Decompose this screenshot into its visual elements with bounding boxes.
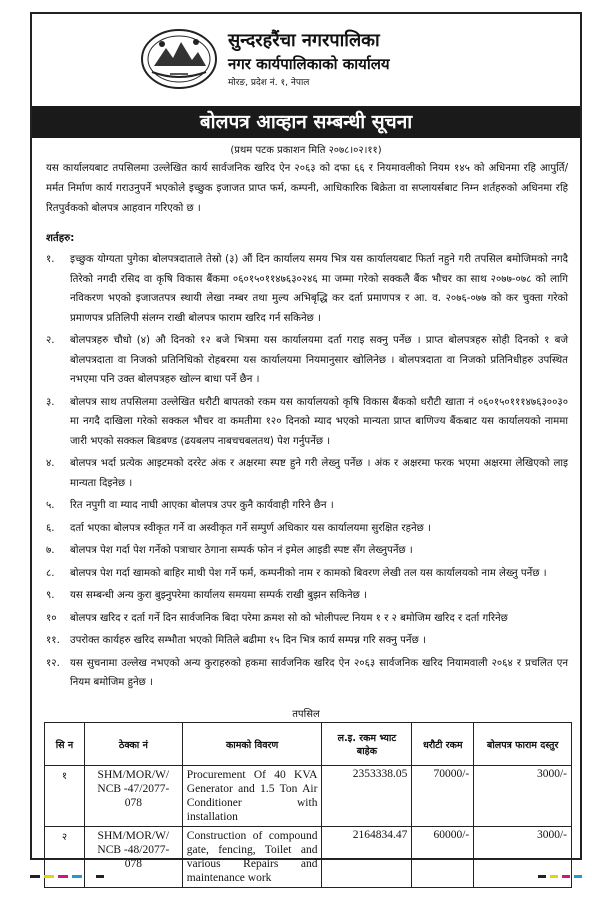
condition-text: बोलपत्र पेश गर्दा खामको बाहिर माथी पेश गर्ने फर्म, कम्पनीको नाम र कामको बिवरण लेखी तल यस कार्यालयको नाम लेख्नु पर्नेछ । bbox=[70, 567, 547, 579]
print-color-mark bbox=[550, 875, 558, 878]
municipality-name: सुन्दरहरैंचा नगरपालिका bbox=[228, 30, 380, 51]
publication-date: (प्रथम पटक प्रकाशन मिति २०७८।०२।११) bbox=[230, 145, 382, 156]
condition-text: बोलपत्र खरिद र दर्ता गर्ने दिन सार्वजनिक बिदा परेमा क्रमश सो को भोलीपल्ट नियम १ र २ बमोजिम खरिद र दर्ता गरिनेछ bbox=[70, 612, 508, 624]
conditions-heading: शर्तहरु: bbox=[46, 233, 75, 244]
condition-number: ९. bbox=[46, 590, 55, 601]
condition-number: १. bbox=[46, 254, 55, 265]
condition-text: बोलपत्रहरु चौधो (४) औ दिनको १२ बजे भित्रमा यस कार्यालयमा दर्ता गराइ सक्नु पर्नेछ । प्राप्त बोलपत्रहरु सोही दिनको १ बजे बोलपत्रदाता वा निजको प्रतिनिधिको रोहबरमा यस कार्यालयमा नियमानुसार खोलिनेछ । बोलपत्रदाता वा निजको प्रतिनिधीहरु उपस्थित नभएमा पनि उक्त बोलपत्रहरु खोल्न बाधा पर्ने छैन । bbox=[70, 335, 568, 385]
estimated-amount: 2353338.05 bbox=[322, 766, 412, 827]
print-color-mark bbox=[72, 875, 82, 878]
condition-item bbox=[46, 496, 568, 516]
notice-title: बोलपत्र आव्हान सम्बन्धी सूचना bbox=[32, 106, 580, 138]
condition-item bbox=[46, 250, 568, 328]
table-row bbox=[45, 766, 572, 827]
condition-number: १० bbox=[46, 612, 57, 624]
column-header: धरौटी रकम bbox=[412, 723, 474, 766]
print-color-mark bbox=[538, 875, 546, 878]
column-header: ठेक्का नं bbox=[84, 723, 182, 766]
serial-number: १ bbox=[45, 766, 85, 827]
condition-item bbox=[46, 609, 568, 629]
schedule-title: तपसिल bbox=[292, 709, 320, 720]
serial-number: २ bbox=[45, 827, 85, 888]
column-header: ल.इ. रकम भ्याट बाहेक bbox=[322, 723, 412, 766]
schedule-table bbox=[44, 722, 572, 888]
print-color-mark bbox=[562, 875, 570, 878]
condition-number: ३. bbox=[46, 396, 55, 408]
work-description: Construction of compound gate, fencing, Toilet and various Repairs and maintenance work bbox=[182, 827, 322, 888]
print-color-mark bbox=[58, 875, 68, 878]
office-address: मोरङ, प्रदेश नं. १, नेपाल bbox=[228, 78, 310, 88]
column-header: सि न bbox=[45, 723, 85, 766]
estimated-amount: 2164834.47 bbox=[322, 827, 412, 888]
condition-text: बोलपत्र साथ तपसिलमा उल्लेखित धरौटी बापतको रकम यस कार्यालयको कृषि विकास बैंकको धरौटी खाता नं ०६०१५०१११४७६३००३० मा नगदै दाखिला गरेको सक्कल भौचर वा कमतीमा १२० दिनको म्याद भएको मान्यता प्राप्त बाणिज्य बैंकबाट यस कार्यालयको नाममा जारी भएको सक्कल बिडबण्ड (ढयबलप नाबचचबलतथ) पेश गर्नुपर्नेछ । bbox=[70, 396, 568, 447]
condition-text: यस सम्बन्धी अन्य कुरा बुझ्नुपरेमा कार्यालय समयमा सम्पर्क राखी बुझन सकिनेछ । bbox=[70, 590, 367, 601]
condition-item bbox=[46, 519, 568, 539]
condition-text: दर्ता भएका बोलपत्र स्वीकृत गर्ने वा अस्वीकृत गर्ने सम्पुर्ण अधिकार यस कार्यालयमा सुरक्षित रहनेछ । bbox=[70, 522, 431, 534]
notice-frame bbox=[30, 12, 582, 884]
condition-number: ७. bbox=[46, 545, 55, 556]
condition-item bbox=[46, 454, 568, 493]
condition-item bbox=[46, 586, 568, 606]
condition-item bbox=[46, 654, 568, 693]
print-color-mark bbox=[96, 875, 104, 878]
column-header: कामको विवरण bbox=[182, 723, 322, 766]
print-color-mark bbox=[44, 875, 54, 878]
condition-number: ८. bbox=[46, 567, 55, 579]
print-color-mark bbox=[574, 875, 582, 878]
condition-text: यस सुचनामा उल्लेख नभएको अन्य कुराहरुको हकमा सार्वजनिक खरिद ऐन २०६३ सार्वजनिक खरिद नियामवाली २०६४ र प्रचलित एन नियम बमोजिम हुनेछ । bbox=[70, 657, 568, 688]
form-fee: 3000/- bbox=[474, 827, 572, 888]
contract-number: SHM/MOR/W/ NCB -47/2077-078 bbox=[84, 766, 182, 827]
conditions-list bbox=[46, 250, 568, 696]
office-name: नगर कार्यपालिकाको कार्यालय bbox=[228, 55, 390, 73]
condition-number: ६. bbox=[46, 522, 55, 534]
column-header: बोलपत्र फाराम दस्तुर bbox=[474, 723, 572, 766]
condition-item bbox=[46, 631, 568, 651]
deposit-amount: 70000/- bbox=[412, 766, 474, 827]
municipality-emblem-icon bbox=[140, 28, 218, 90]
condition-number: १२. bbox=[46, 657, 60, 669]
condition-item bbox=[46, 541, 568, 561]
print-color-mark bbox=[30, 875, 40, 878]
form-fee: 3000/- bbox=[474, 766, 572, 827]
condition-item bbox=[46, 564, 568, 584]
condition-item bbox=[46, 331, 568, 390]
condition-item bbox=[46, 393, 568, 452]
condition-number: ५. bbox=[46, 500, 55, 511]
condition-text: इच्छुक योग्यता पुगेका बोलपत्रदाताले तेस्रो (३) औं दिन कार्यालय समय भित्र यस कार्यालयबाट फिर्ता नहुने गरी तपसिल बमोजिमको नगदै तिरेको नगदी रसिद वा कृषि विकास बैंकमा ०६०१५०११४७६३०२४६ मा जम्मा गरेको सक्कलै बैंक भौचर का साथ २०७७-०७८ को लागि नविकरण भएको इजाजतपत्र स्थायी लेखा नम्बर तथा मुल्य अभिबृद्धि कर दर्ता प्रमाणपत्र र आ. व. २०७६-०७७ को कर चुक्ता गरेको प्रमाणपत्र प्रतिलिपी संलग्न राखी बोलपत्र फाराम खरिद गर्न सकिनेछ । bbox=[70, 254, 568, 324]
condition-text: उपरोक्त कार्यहरु खरिद सम्भौता भएको मितिले बढीमा १५ दिन भित्र कार्य सम्पन्न गरि सक्नु पर्नेछ । bbox=[70, 635, 426, 646]
work-description: Procurement Of 40 KVA Generator and 1.5 Ton Air Conditioner with installation bbox=[182, 766, 322, 827]
condition-text: बोलपत्र पेश गर्दा पेश गर्नेको पत्राचार ठेगाना सम्पर्क फोन नं इमेल आइडी स्पष्ट सँग लेख्नुपर्नेछ । bbox=[70, 545, 413, 556]
condition-text: बोलपत्र भर्दा प्रत्येक आइटमको दररेट अंक र अक्षरमा स्पष्ट हुने गरी लेख्नु पर्नेछ । अंक र अक्षरमा फरक भएमा अक्षरमा लेखिएको लाइ मान्यता दिइनेछ । bbox=[70, 458, 568, 489]
condition-number: ११. bbox=[46, 635, 60, 646]
deposit-amount: 60000/- bbox=[412, 827, 474, 888]
condition-number: २. bbox=[46, 335, 55, 346]
table-row bbox=[45, 827, 572, 888]
letterhead bbox=[32, 14, 580, 104]
condition-number: ४. bbox=[46, 458, 55, 469]
intro-paragraph: यस कार्यालयबाट तपसिलमा उल्लेखित कार्य सार्वजनिक खरिद ऐन २०६३ को दफा ६६ र नियमावलीको नियम १४५ को अधिनमा रहि आपुर्ति/मर्मत निर्माण कार्य गराउनुपर्ने भएकोले इच्छुक इजाजत प्राप्त फर्म, कम्पनी, आधिकारिक बिक्रेता वा सप्लायर्सबाट निम्न शर्तहरुको अधिनमा रहि रितपुर्वकको बोलपत्र आहवान गरिएको छ । bbox=[46, 163, 568, 214]
contract-number: SHM/MOR/W/ NCB -48/2077-078 bbox=[84, 827, 182, 888]
table-header-row bbox=[45, 723, 572, 766]
condition-text: रित नपुगी वा म्याद नाघी आएका बोलपत्र उपर कुनै कार्यवाही गरिने छैन । bbox=[70, 500, 334, 511]
